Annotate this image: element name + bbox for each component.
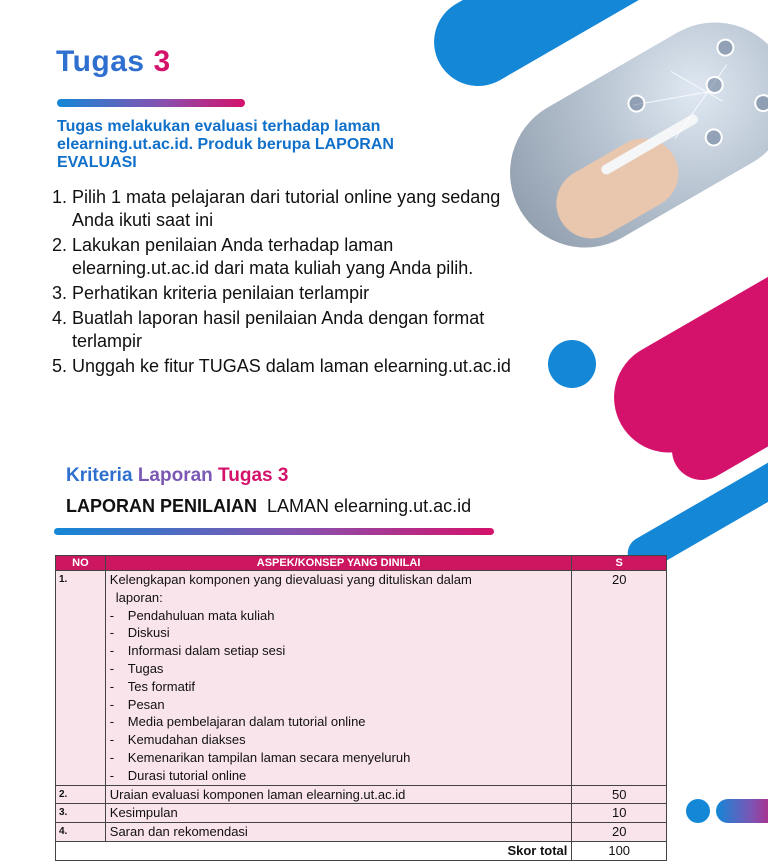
row-number: 1. [56,571,106,786]
aspect-text: Kelengkapan komponen yang dievaluasi yang dituliskan dalam [109,572,472,587]
task-subtitle: Tugas melakukan evaluasi terhadap laman elearning.ut.ac.id. Produk berupa LAPORAN EVALUASI [57,118,394,171]
row-score: 10 [572,804,667,823]
row-aspect: Uraian evaluasi komponen laman elearning.ut.ac.id [105,785,572,804]
row-score: 20 [572,823,667,842]
criteria-table [55,555,667,861]
list-item: - Kemudahan diakses [109,732,246,748]
row-number: 3. [56,804,106,823]
table-row [56,785,667,804]
decor-blue-dot-small [686,799,710,823]
row-aspect: Kesimpulan [105,804,572,823]
decor-gradient-bar [716,799,768,823]
header-aspect: ASPEK/KONSEP YANG DINILAI [105,556,572,571]
page-title [56,45,171,79]
aspect-text-cont: laporan: [115,589,163,605]
network-node-icon [751,91,768,116]
criteria-title-word2: Laporan [137,465,213,486]
header-score: S [572,556,667,571]
header-no: NO [56,556,106,571]
table-row [56,571,667,786]
report-title-bold: LAPORAN PENILAIAN [66,496,258,516]
list-item: - Pendahuluan mata kuliah [109,607,275,623]
network-line [675,64,727,138]
title-prefix: Tugas [56,45,145,78]
list-item: - Kemenarikan tampilan laman secara menyeluruh [109,749,411,765]
row-aspect [105,571,572,786]
title-underline [57,99,245,107]
row-score: 20 [572,571,667,786]
row-number: 2. [56,785,106,804]
list-item: 5. Unggah ke fitur TUGAS dalam laman elearning.ut.ac.id [52,356,511,376]
task-list [52,186,532,380]
list-item: 1. Pilih 1 mata pelajaran dari tutorial online yang sedang Anda ikuti saat ini [52,187,501,230]
list-item: - Media pembelajaran dalam tutorial online [109,714,366,730]
list-item: 3. Perhatikan kriteria penilaian terlampir [52,283,370,303]
row-score: 50 [572,785,667,804]
list-item: - Tes formatif [109,678,195,694]
list-item: - Pesan [109,696,165,712]
row-number: 4. [56,823,106,842]
total-label: Skor total [56,841,572,860]
table-header-row [56,556,667,571]
criteria-title [66,465,288,487]
criteria-title-word1: Kriteria [66,465,133,486]
list-item: - Tugas [109,660,164,676]
report-title-rest: LAMAN elearning.ut.ac.id [267,496,472,516]
list-item: 2. Lakukan penilaian Anda terhadap laman elearning.ut.ac.id dari mata kuliah yang Anda pilih. [52,235,474,278]
criteria-underline [54,528,494,535]
table-row [56,804,667,823]
network-node-icon [701,125,726,150]
title-number: 3 [153,45,171,78]
row-aspect: Saran dan rekomendasi [105,823,572,842]
report-title [66,496,471,517]
list-item: - Diskusi [109,625,170,641]
criteria-title-word3: Tugas 3 [218,465,289,486]
decor-blue-dot [548,340,596,388]
list-item: 4. Buatlah laporan hasil penilaian Anda dengan format terlampir [52,308,485,351]
total-row [56,841,667,860]
hand-shape [544,126,692,252]
total-value: 100 [572,841,667,860]
list-item: - Informasi dalam setiap sesi [109,643,286,659]
network-node-icon [713,35,738,60]
list-item: - Durasi tutorial online [109,767,247,783]
table-row [56,823,667,842]
network-node-icon [624,91,649,116]
